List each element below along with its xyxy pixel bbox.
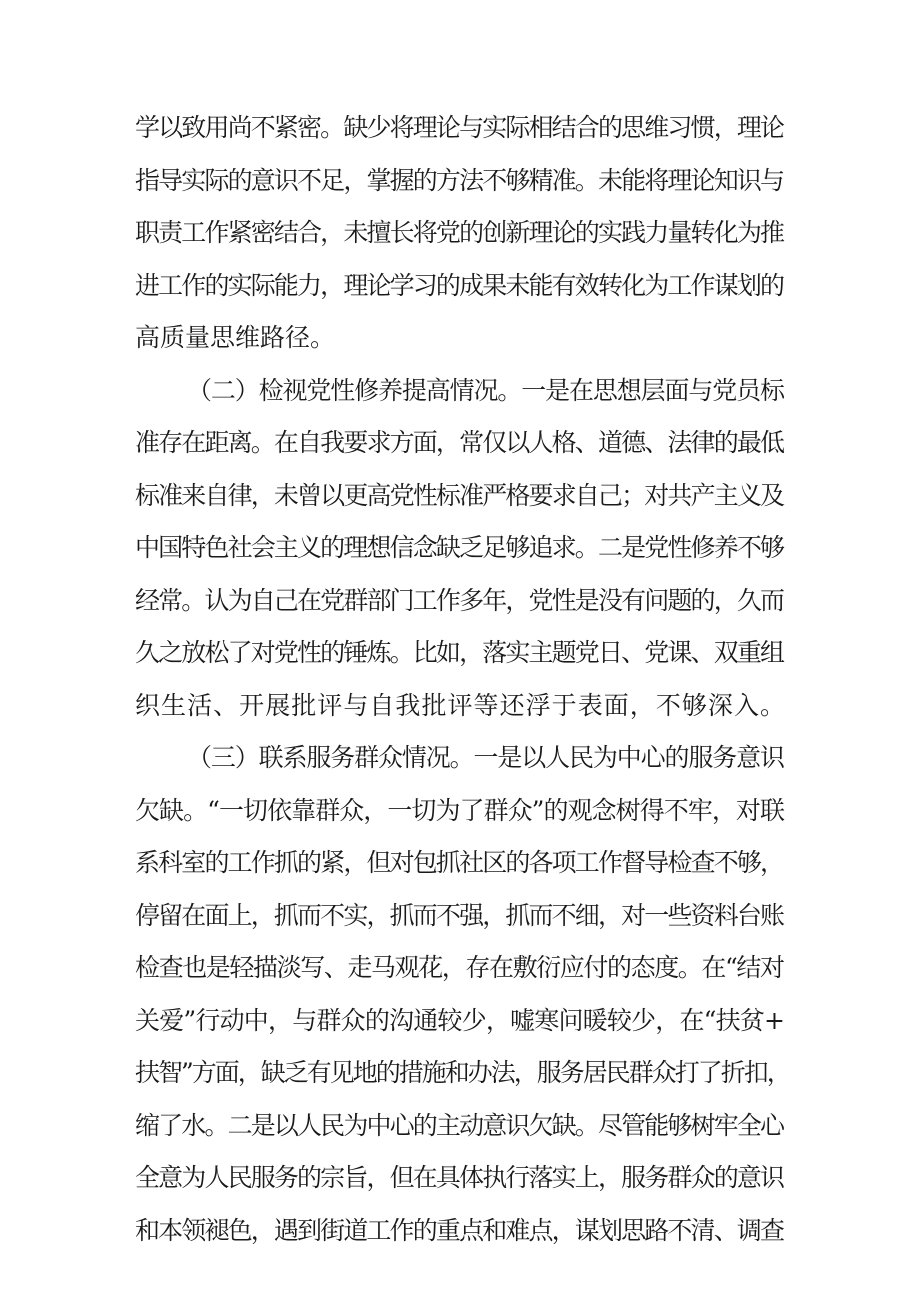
text-line: 检查也是轻描淡写、走马观花，存在敷衍应付的态度。在“结对 xyxy=(135,953,784,982)
text-line: 经常。认为自己在党群部门工作多年，党性是没有问题的，久而 xyxy=(135,586,784,615)
text-line: 织生活、开展批评与自我批评等还浮于表面，不够深入。 xyxy=(135,691,787,720)
text-line: 停留在面上，抓而不实，抓而不强，抓而不细，对一些资料台账 xyxy=(135,901,784,930)
text-line: 全意为人民服务的宗旨，但在具体执行落实上，服务群众的意识 xyxy=(135,1163,784,1192)
paragraph-start-line: （二）检视党性修养提高情况。一是在思想层面与党员标 xyxy=(187,376,784,405)
text-line: 标准来自律，未曾以更高党性标准严格要求自己；对共产主义及 xyxy=(135,481,784,510)
text-line: 系科室的工作抓的紧，但对包抓社区的各项工作督导检查不够， xyxy=(135,848,784,877)
paragraph-start-line: （三）联系服务群众情况。一是以人民为中心的服务意识 xyxy=(187,743,784,772)
text-line: 和本领褪色，遇到街道工作的重点和难点，谋划思路不清、调查 xyxy=(135,1216,784,1245)
text-line: 欠缺。“一切依靠群众，一切为了群众”的观念树得不牢，对联 xyxy=(135,796,785,825)
text-line: 学以致用尚不紧密。缺少将理论与实际相结合的思维习惯，理论 xyxy=(135,113,784,142)
text-line: 职责工作紧密结合，未擅长将党的创新理论的实践力量转化为推 xyxy=(135,218,784,247)
text-line: 缩了水。二是以人民为中心的主动意识欠缺。尽管能够树牢全心 xyxy=(135,1111,784,1140)
text-line: 扶智”方面，缺乏有见地的措施和办法，服务居民群众打了折扣， xyxy=(135,1058,790,1087)
text-line: 进工作的实际能力，理论学习的成果未能有效转化为工作谋划的 xyxy=(135,271,784,300)
text-line: 中国特色社会主义的理想信念缺乏足够追求。二是党性修养不够 xyxy=(135,533,784,562)
text-line: 关爱”行动中，与群众的沟通较少，嘘寒问暖较少，在“扶贫+ xyxy=(135,1006,785,1035)
text-line: 高质量思维路径。 xyxy=(135,323,336,352)
text-line: 准存在距离。在自我要求方面，常仅以人格、道德、法律的最低 xyxy=(135,428,784,457)
text-line: 久之放松了对党性的锤炼。比如，落实主题党日、党课、双重组 xyxy=(135,638,784,667)
text-line: 指导实际的意识不足，掌握的方法不够精准。未能将理论知识与 xyxy=(135,166,784,195)
